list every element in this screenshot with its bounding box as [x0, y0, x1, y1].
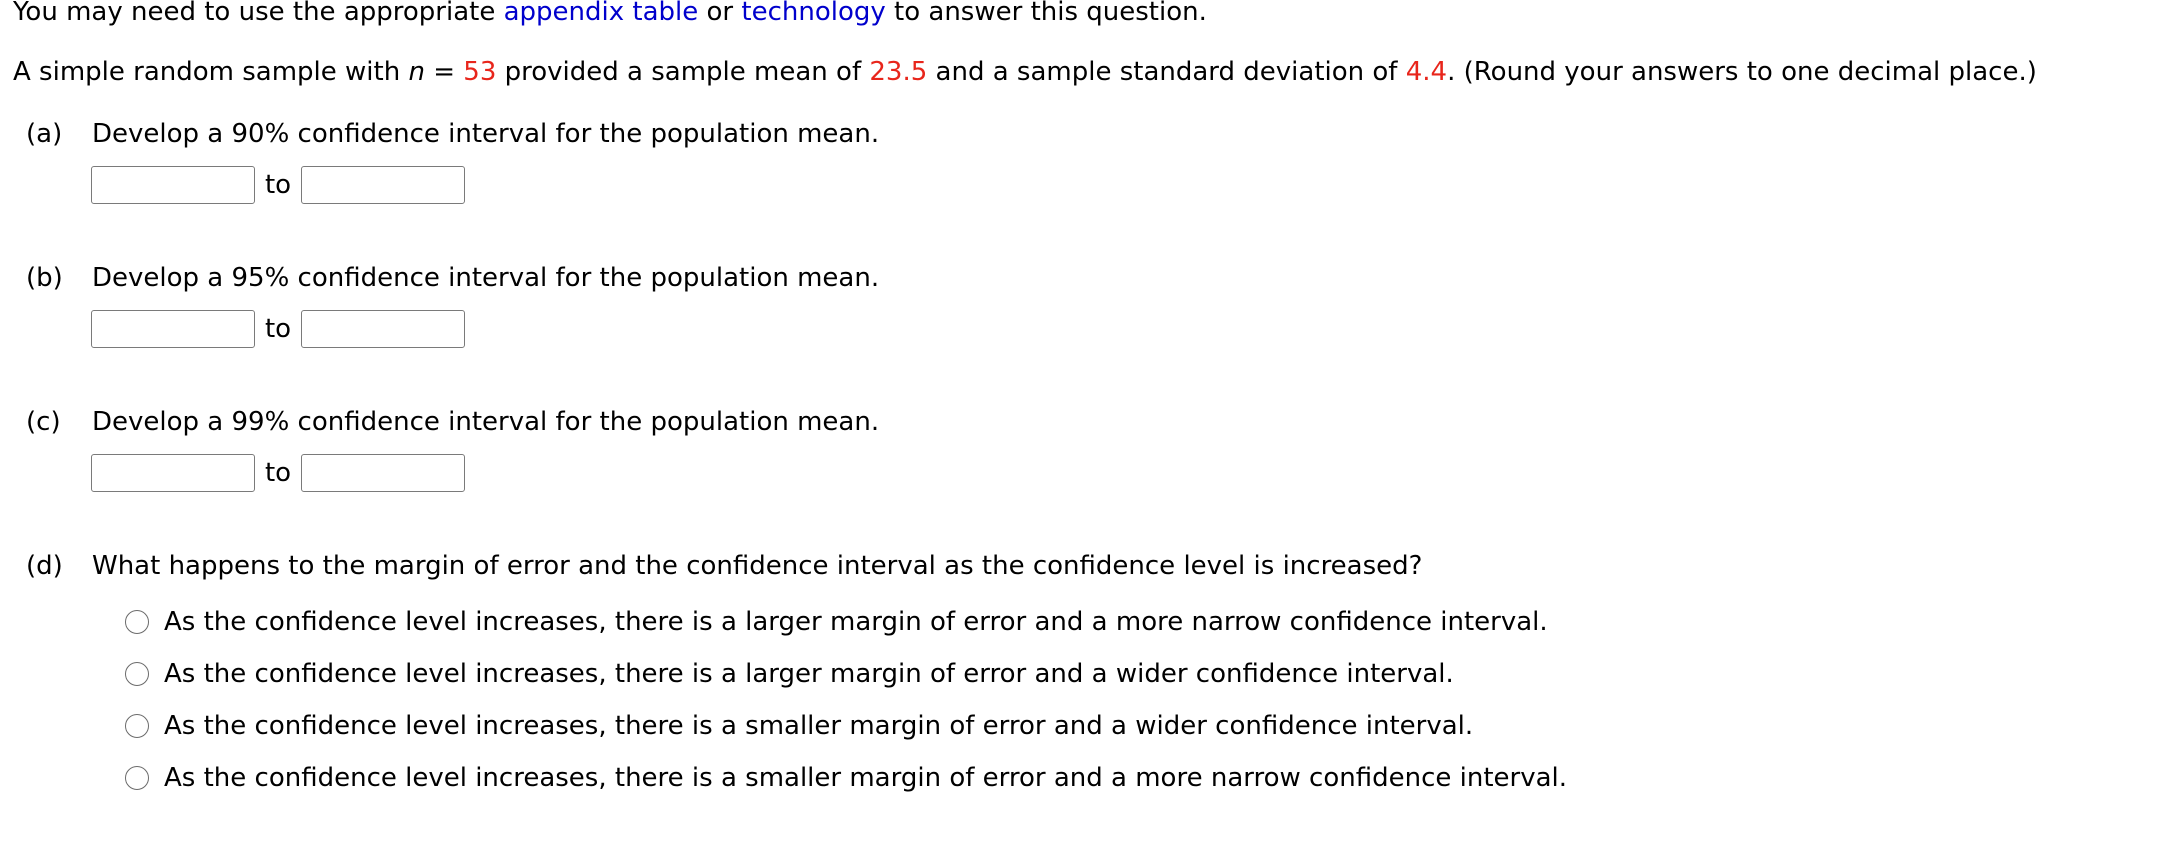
- part-a-lower-bound-input[interactable]: [91, 166, 255, 204]
- problem-text-4: . (Round your answers to one decimal place.): [1447, 57, 2037, 87]
- problem-statement: [13, 56, 2037, 88]
- part-a-text: Develop a 90% confidence interval for the population mean.: [92, 119, 880, 149]
- option-label: As the confidence level increases, there is a larger margin of error and a more narrow confidence interval.: [164, 607, 1548, 637]
- intro-middle: or: [698, 0, 742, 27]
- part-c-question: [26, 406, 879, 438]
- part-c-lower-bound-input[interactable]: [91, 454, 255, 492]
- part-b-lower-bound-input[interactable]: [91, 310, 255, 348]
- part-b-label: (b): [26, 263, 63, 293]
- radio-button-icon[interactable]: [125, 662, 149, 686]
- part-c-label: (c): [26, 407, 61, 437]
- part-d-options: [125, 596, 1567, 804]
- sample-size-value: 53: [463, 57, 497, 87]
- part-d-label: (d): [26, 551, 63, 581]
- technology-link[interactable]: technology: [741, 0, 886, 27]
- problem-text-3: and a sample standard deviation of: [927, 57, 1406, 87]
- part-a-question: [26, 118, 879, 150]
- radio-button-icon[interactable]: [125, 610, 149, 634]
- radio-button-icon[interactable]: [125, 766, 149, 790]
- part-c-upper-bound-input[interactable]: [301, 454, 465, 492]
- radio-button-icon[interactable]: [125, 714, 149, 738]
- part-d-text: What happens to the margin of error and the confidence interval as the confidence level is increased?: [92, 551, 1423, 581]
- part-c-to-label: to: [264, 458, 292, 488]
- option-label: As the confidence level increases, there is a smaller margin of error and a wider confidence interval.: [164, 711, 1474, 741]
- option-label: As the confidence level increases, there is a smaller margin of error and a more narrow confidence interval.: [164, 763, 1568, 793]
- part-c-text: Develop a 99% confidence interval for the population mean.: [92, 407, 880, 437]
- option-label: As the confidence level increases, there is a larger margin of error and a wider confidence interval.: [164, 659, 1454, 689]
- part-b-text: Develop a 95% confidence interval for the population mean.: [92, 263, 880, 293]
- part-d-option-4[interactable]: [125, 752, 1567, 804]
- sample-mean-value: 23.5: [869, 57, 928, 87]
- appendix-table-link[interactable]: appendix table: [503, 0, 699, 27]
- part-b-upper-bound-input[interactable]: [301, 310, 465, 348]
- equals-sign: =: [424, 57, 464, 87]
- n-symbol: n: [408, 57, 425, 87]
- part-a-label: (a): [26, 119, 63, 149]
- part-b-answer-row: [91, 308, 465, 350]
- problem-text-2: provided a sample mean of: [496, 57, 870, 87]
- intro-suffix: to answer this question.: [885, 0, 1207, 27]
- part-d-option-1[interactable]: [125, 596, 1567, 648]
- part-b-question: [26, 262, 879, 294]
- part-d-question: [26, 550, 1422, 582]
- part-d-option-3[interactable]: [125, 700, 1567, 752]
- part-d-option-2[interactable]: [125, 648, 1567, 700]
- part-c-answer-row: [91, 452, 465, 494]
- problem-text-1: A simple random sample with: [13, 57, 409, 87]
- intro-text: [13, 0, 1207, 28]
- part-a-answer-row: [91, 164, 465, 206]
- sample-sd-value: 4.4: [1405, 57, 1448, 87]
- part-a-to-label: to: [264, 170, 292, 200]
- part-b-to-label: to: [264, 314, 292, 344]
- part-a-upper-bound-input[interactable]: [301, 166, 465, 204]
- intro-prefix: You may need to use the appropriate: [13, 0, 504, 27]
